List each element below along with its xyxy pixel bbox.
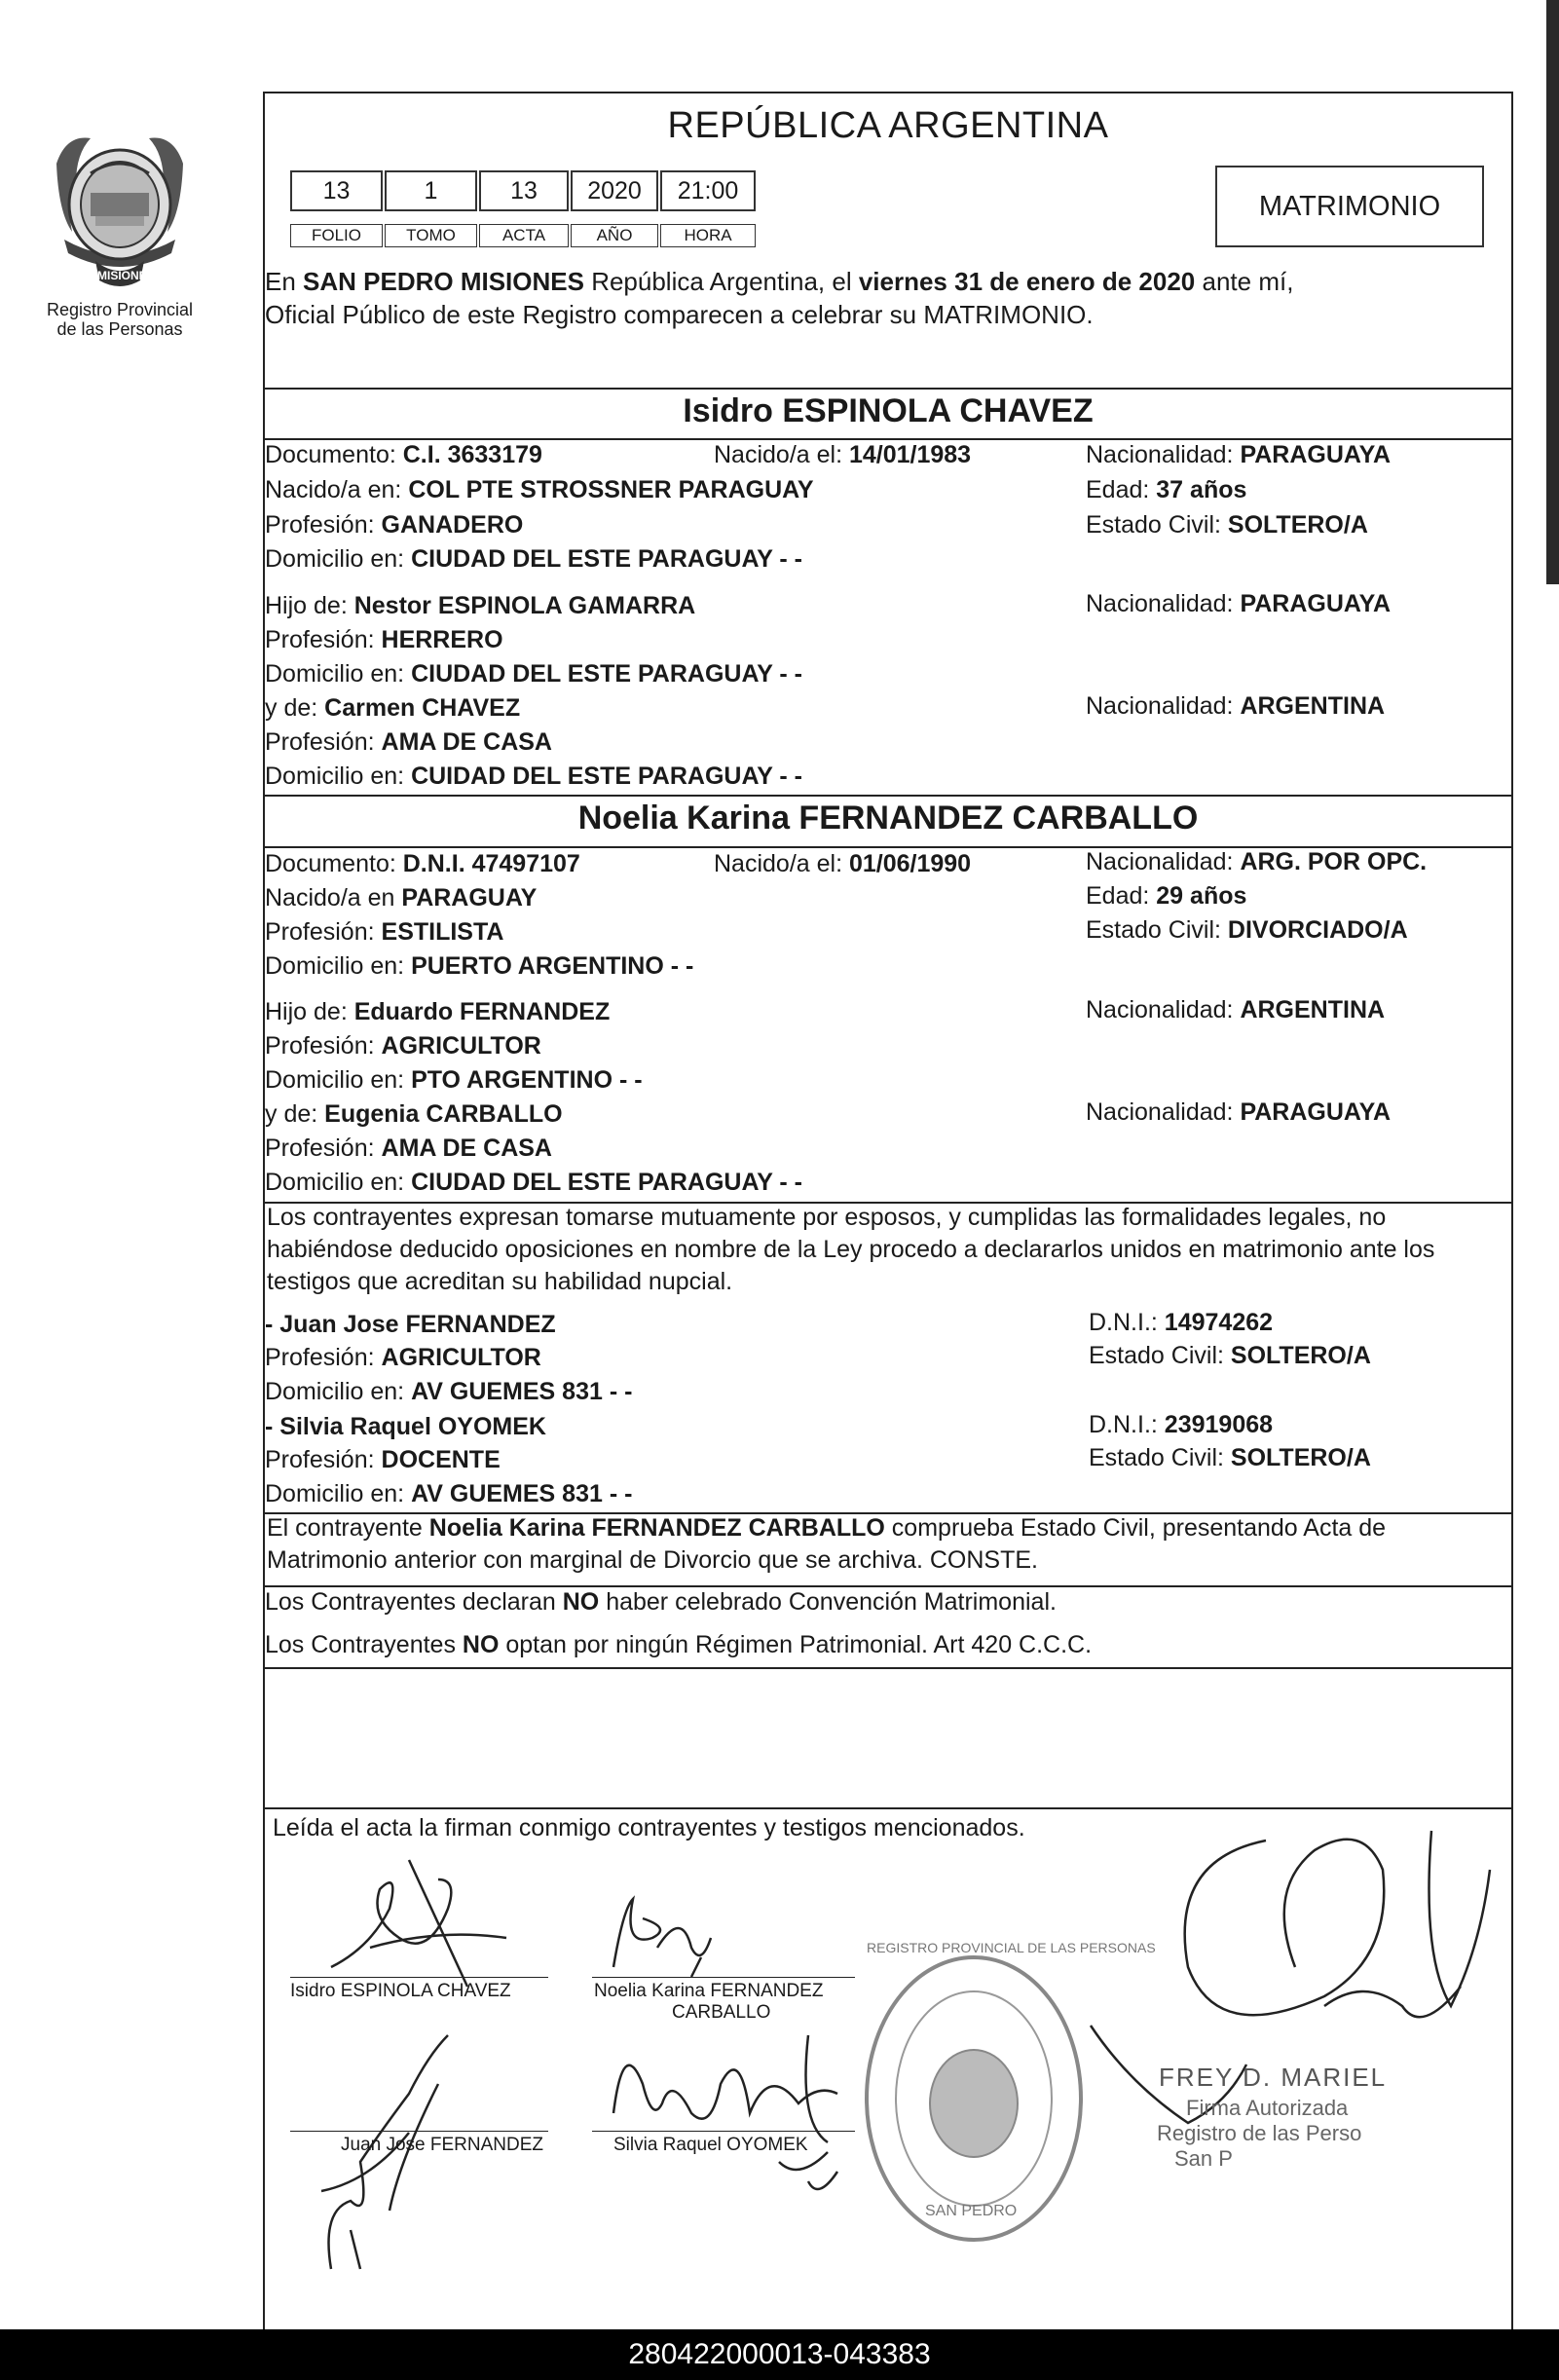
label: Profesión:	[265, 918, 382, 946]
convention-line-1	[265, 1587, 1057, 1617]
value: ESTILISTA	[381, 918, 504, 946]
label: Profesión:	[265, 1446, 382, 1473]
label: Hijo de:	[265, 998, 354, 1025]
value: PARAGUAY	[401, 884, 538, 911]
signature-label-groom: Isidro ESPINOLA CHAVEZ	[290, 1981, 511, 2001]
value: ARGENTINA	[1240, 692, 1386, 720]
label: Domicilio en:	[265, 545, 412, 573]
value: SOLTERO/A	[1227, 511, 1368, 539]
folio-value: 13	[290, 170, 383, 211]
label: Nacido/a el:	[714, 850, 849, 877]
logo-text-top: PROVINCIA DE	[95, 129, 173, 140]
label: Nacido/a el:	[714, 441, 849, 468]
witness2-dni	[1089, 1410, 1273, 1439]
signature-label-bride-1: Noelia Karina FERNANDEZ	[594, 1981, 824, 2001]
value: C.I. 3633179	[402, 441, 542, 468]
signature-witness2	[604, 2026, 896, 2220]
intro-text-b: República Argentina, el	[583, 267, 859, 296]
value: 29 años	[1156, 882, 1247, 910]
note-name: Noelia Karina FERNANDEZ CARBALLO	[428, 1514, 885, 1542]
groom-mother	[265, 693, 520, 723]
groom-birthplace	[265, 475, 814, 504]
text: Los Contrayentes declaran	[265, 1588, 563, 1616]
witness2-profession	[265, 1445, 501, 1474]
bride-mother-nationality	[1086, 1097, 1391, 1127]
value: HERRERO	[381, 626, 503, 653]
bride-domicile	[265, 951, 693, 981]
officer-title: Firma Autorizada	[1186, 2096, 1349, 2120]
label: Documento:	[265, 441, 403, 468]
bride-name: Noelia Karina FERNANDEZ CARBALLO	[577, 800, 1199, 837]
value: 37 años	[1156, 476, 1247, 503]
label: Domicilio en:	[265, 1480, 412, 1507]
value: CUIDAD DEL ESTE PARAGUAY - -	[411, 762, 802, 790]
bride-civil	[1086, 915, 1408, 945]
footer-bar	[0, 2329, 1559, 2380]
signature-label-witness2: Silvia Raquel OYOMEK	[613, 2135, 808, 2155]
value: 01/06/1990	[848, 850, 972, 877]
value: AGRICULTOR	[381, 1344, 541, 1371]
label: Profesión:	[265, 626, 382, 653]
value: PARAGUAYA	[1240, 441, 1392, 468]
label: Domicilio en:	[265, 660, 412, 688]
value: PARAGUAYA	[1240, 590, 1392, 617]
bride-father-profession	[265, 1031, 541, 1060]
label: Profesión:	[265, 1032, 382, 1060]
value: COL PTE STROSSNER PARAGUAY	[408, 476, 814, 503]
label: Hijo de:	[265, 592, 354, 619]
value: PARAGUAYA	[1240, 1098, 1392, 1126]
label: Edad:	[1086, 882, 1157, 910]
seal-text: REGISTRO PROVINCIAL DE LAS PERSONAS	[867, 1940, 1156, 1955]
groom-profession	[265, 510, 523, 539]
signature-bride	[604, 1889, 760, 1987]
value: PTO ARGENTINO - -	[411, 1066, 643, 1094]
divider	[263, 1807, 1513, 1809]
label: Estado Civil:	[1086, 916, 1228, 944]
label: Documento:	[265, 850, 403, 877]
signature-label-witness1: Juan Jose FERNANDEZ	[341, 2135, 544, 2155]
value: DIVORCIADO/A	[1227, 916, 1408, 944]
value: DOCENTE	[381, 1446, 501, 1473]
label: Nacionalidad:	[1086, 996, 1241, 1023]
convention-line-2	[265, 1630, 1092, 1659]
groom-nationality	[1086, 440, 1391, 469]
text: haber celebrado Convención Matrimonial.	[599, 1588, 1057, 1616]
value: CIUDAD DEL ESTE PARAGUAY - -	[411, 660, 802, 688]
text: optan por ningún Régimen Patrimonial. Art 420 C.C.C.	[499, 1631, 1093, 1658]
official-seal	[857, 1940, 1156, 2250]
value: AV GUEMES 831 - -	[411, 1378, 633, 1405]
declaration-text: Los contrayentes expresan tomarse mutuamente por esposos, y cumplidas las formalidades legales, no habiéndose deducido oposiciones en nombre de la Ley procedo a declararlos unidos en matrimonio ante los testigos que acreditan su habilidad nupcial.	[267, 1204, 1435, 1295]
bride-mother	[265, 1099, 563, 1129]
witness1-profession	[265, 1343, 541, 1372]
label: Nacionalidad:	[1086, 441, 1241, 468]
folio-label: FOLIO	[290, 224, 383, 247]
officer-office: Registro de las Perso	[1157, 2121, 1362, 2145]
witness1-civil	[1089, 1341, 1371, 1370]
act-type-box: MATRIMONIO	[1215, 166, 1484, 247]
value: ARG. POR OPC.	[1240, 848, 1428, 875]
label: Domicilio en:	[265, 762, 412, 790]
misiones-logo	[37, 125, 203, 295]
witness1-dni	[1089, 1308, 1273, 1337]
value: 23919068	[1164, 1411, 1274, 1438]
label: Edad:	[1086, 476, 1157, 503]
signature-line	[592, 1977, 855, 1978]
label: Profesión:	[265, 511, 382, 539]
groom-name: Isidro ESPINOLA CHAVEZ	[683, 392, 1094, 429]
bride-mother-domicile	[265, 1168, 802, 1197]
label: y de:	[265, 694, 325, 722]
witness2-name: - Silvia Raquel OYOMEK	[265, 1413, 546, 1440]
value: Eduardo FERNANDEZ	[353, 998, 611, 1025]
footer-code: 280422000013-043383	[628, 2338, 931, 2370]
label: Profesión:	[265, 1344, 382, 1371]
bride-father-domicile	[265, 1065, 643, 1095]
label: D.N.I.:	[1089, 1411, 1165, 1438]
value: SOLTERO/A	[1230, 1342, 1371, 1369]
acta-label: ACTA	[479, 224, 569, 247]
label: Profesión:	[265, 728, 382, 756]
value: Carmen CHAVEZ	[324, 694, 521, 722]
label: D.N.I.:	[1089, 1309, 1165, 1336]
signature-label-bride-2: CARBALLO	[672, 2002, 771, 2023]
divider	[263, 1667, 1513, 1669]
value: 14/01/1983	[848, 441, 972, 468]
emphasis: NO	[462, 1631, 500, 1658]
officer-name: FREY D. MARIEL	[1159, 2063, 1388, 2092]
value: AMA DE CASA	[381, 1134, 552, 1162]
scan-edge	[1546, 0, 1559, 584]
label: Nacionalidad:	[1086, 848, 1241, 875]
value: Nestor ESPINOLA GAMARRA	[353, 592, 696, 619]
value: SOLTERO/A	[1230, 1444, 1371, 1471]
intro-line-1	[265, 267, 1293, 296]
intro-date: viernes 31 de enero de 2020	[858, 267, 1196, 296]
signature-line	[290, 1977, 548, 1978]
groom-mother-nationality	[1086, 691, 1385, 721]
groom-domicile	[265, 544, 802, 574]
intro-place: SAN PEDRO MISIONES	[303, 267, 584, 296]
bride-mother-profession	[265, 1134, 552, 1163]
bride-birthplace	[265, 883, 537, 912]
divider	[263, 388, 1513, 390]
emphasis: NO	[562, 1588, 600, 1616]
value: ARGENTINA	[1240, 996, 1386, 1023]
bride-father	[265, 997, 610, 1026]
signature-groom	[312, 1850, 565, 1996]
bride-profession	[265, 917, 503, 947]
groom-mother-domicile	[265, 762, 802, 791]
intro-line-2: Oficial Público de este Registro comparecen a celebrar su MATRIMONIO.	[265, 300, 1094, 329]
divider	[263, 795, 1513, 797]
label: Nacido/a en:	[265, 476, 409, 503]
logo-caption-1: Registro Provincial	[46, 300, 194, 319]
ano-value: 2020	[571, 170, 658, 211]
groom-father-nationality	[1086, 589, 1391, 618]
label: Profesión:	[265, 1134, 382, 1162]
label: Nacionalidad:	[1086, 692, 1241, 720]
witness2-domicile	[265, 1479, 632, 1508]
groom-document	[265, 440, 542, 469]
document-title: REPÚBLICA ARGENTINA	[667, 105, 1109, 146]
officer-place: San P	[1174, 2146, 1233, 2171]
witness1-name: - Juan Jose FERNANDEZ	[265, 1311, 556, 1338]
label: Nacionalidad:	[1086, 590, 1241, 617]
ano-label: AÑO	[571, 224, 658, 247]
value: 14974262	[1164, 1309, 1274, 1336]
intro-text-a: En	[265, 267, 304, 296]
value: AV GUEMES 831 - -	[411, 1480, 633, 1507]
label: y de:	[265, 1100, 325, 1128]
logo-caption-2: de las Personas	[56, 319, 183, 339]
value: AMA DE CASA	[381, 728, 552, 756]
label: Domicilio en:	[265, 1066, 412, 1094]
value: Eugenia CARBALLO	[324, 1100, 563, 1128]
civil-status-note	[267, 1512, 1509, 1577]
groom-father-profession	[265, 625, 503, 654]
note-text-a: El contrayente	[267, 1514, 429, 1542]
label: Estado Civil:	[1086, 511, 1228, 539]
text: Los Contrayentes	[265, 1631, 463, 1658]
tomo-label: TOMO	[385, 224, 477, 247]
groom-father	[265, 591, 695, 620]
bride-born-date	[714, 849, 971, 878]
label: Domicilio en:	[265, 1169, 412, 1196]
groom-civil	[1086, 510, 1368, 539]
hora-value: 21:00	[660, 170, 756, 211]
value: PUERTO ARGENTINO - -	[411, 952, 694, 980]
acta-value: 13	[479, 170, 569, 211]
bride-father-nationality	[1086, 995, 1385, 1024]
value: AGRICULTOR	[381, 1032, 541, 1060]
signature-line	[592, 2131, 855, 2132]
groom-father-domicile	[265, 659, 802, 688]
label: Domicilio en:	[265, 1378, 412, 1405]
tomo-value: 1	[385, 170, 477, 211]
value: D.N.I. 47497107	[402, 850, 580, 877]
value: GANADERO	[381, 511, 524, 539]
hora-label: HORA	[660, 224, 756, 247]
groom-mother-profession	[265, 727, 552, 757]
intro-text-c: ante mí,	[1195, 267, 1294, 296]
label: Domicilio en:	[265, 952, 412, 980]
label: Estado Civil:	[1089, 1342, 1231, 1369]
groom-age	[1086, 475, 1246, 504]
signature-line	[290, 2131, 548, 2132]
bride-age	[1086, 881, 1246, 911]
value: CIUDAD DEL ESTE PARAGUAY - -	[411, 1169, 802, 1196]
label: Estado Civil:	[1089, 1444, 1231, 1471]
value: CIUDAD DEL ESTE PARAGUAY - -	[411, 545, 802, 573]
bride-document	[265, 849, 580, 878]
closing-text: Leída el acta la firman conmigo contrayentes y testigos mencionados.	[273, 1814, 1025, 1841]
seal-bottom-text: SAN PEDRO	[925, 2203, 1018, 2219]
note-text-b: comprueba Estado Civil, presentando Acta de Matrimonio anterior con marginal de Divorcio que se archiva. CONSTE.	[267, 1514, 1387, 1574]
witness1-domicile	[265, 1377, 632, 1406]
logo-text-bottom: MISIONES	[97, 269, 155, 282]
witness2-civil	[1089, 1443, 1371, 1472]
groom-born-date	[714, 440, 971, 469]
bride-nationality	[1086, 847, 1427, 876]
label: Nacido/a en	[265, 884, 402, 911]
label: Nacionalidad:	[1086, 1098, 1241, 1126]
